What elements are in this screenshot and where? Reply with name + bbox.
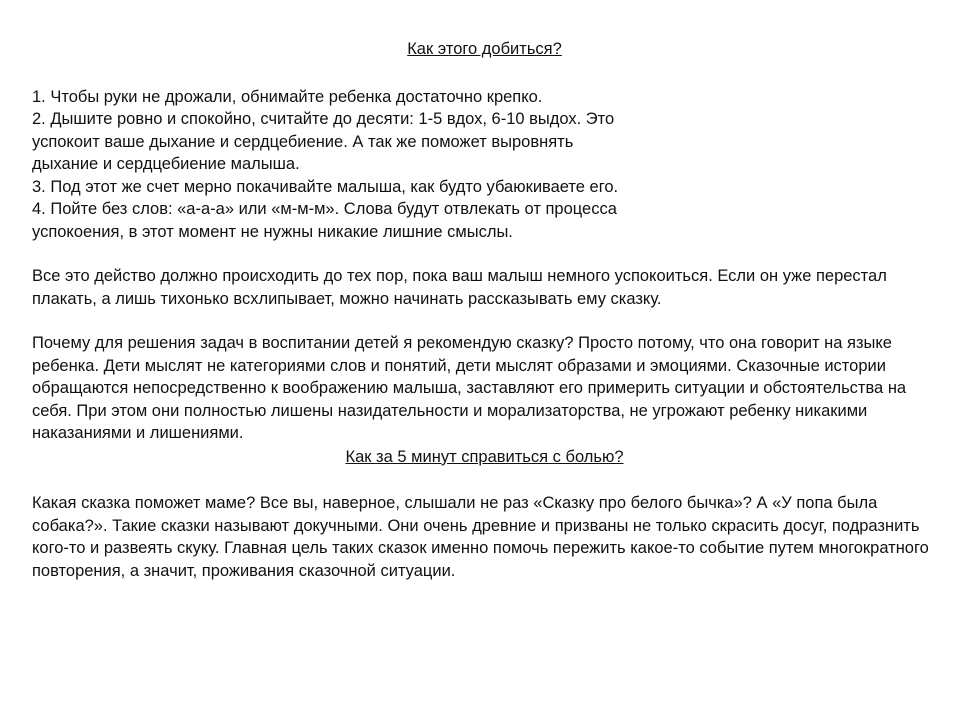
list-item: 4. Пойте без слов: «а-а-а» или «м-м-м». Слова будут отвлекать от процесса успокоения, в этот момент не нужны никакие лишние смыслы. — [32, 200, 617, 241]
list-item: 1. Чтобы руки не дрожали, обнимайте ребенка достаточно крепко. — [32, 87, 543, 106]
heading-pain-in-5-minutes: Как за 5 минут справиться с болью? — [345, 447, 624, 466]
list-item: 2. Дышите ровно и спокойно, считайте до десяти: 1-5 вдох, 6-10 выдох. Это успокоит ваше дыхание и сердцебиение. А так же поможет выровнять дыхание и сердцебиение малыша. — [32, 110, 615, 173]
paragraph-why-fairy-tale: Почему для решения задач в воспитании детей я рекомендую сказку? Просто потому, что она говорит на языке ребенка. Дети мыслят не категориями слов и понятий, дети мыслят образами и эмоциями. Сказочные истории обращаются непосредственно к воображению малыша, заставляют его примерить ситуации и обстоятельства на себя. При этом они полностью лишены назидательности и морализаторства, не угрожают ребенку никакими наказаниями и лишениями. — [32, 334, 907, 442]
paragraph-calming: Все это действо должно происходить до тех пор, пока ваш малыш немного успокоиться. Если он уже перестал плакать, а лишь тихонько всхлипывает, можно начинать рассказывать ему сказку. — [32, 267, 887, 308]
paragraph-which-tale: Какая сказка поможет маме? Все вы, наверное, слышали не раз «Сказку про белого бычка»? А «У попа была собака?». Такие сказки называют докучными. Они очень древние и призваны не только скрасить досуг, подразнить кого-то и развеять скуку. Главная цель таких сказок именно помочь пережить какое-то событие путем многократного повторения, а значит, проживания сказочной ситуации. — [32, 494, 929, 580]
list-item: 3. Под этот же счет мерно покачивайте малыша, как будто убаюкиваете его. — [32, 177, 619, 196]
steps-list — [32, 86, 632, 244]
heading-how-to-achieve: Как этого добиться? — [407, 40, 562, 58]
document-page — [32, 38, 937, 582]
